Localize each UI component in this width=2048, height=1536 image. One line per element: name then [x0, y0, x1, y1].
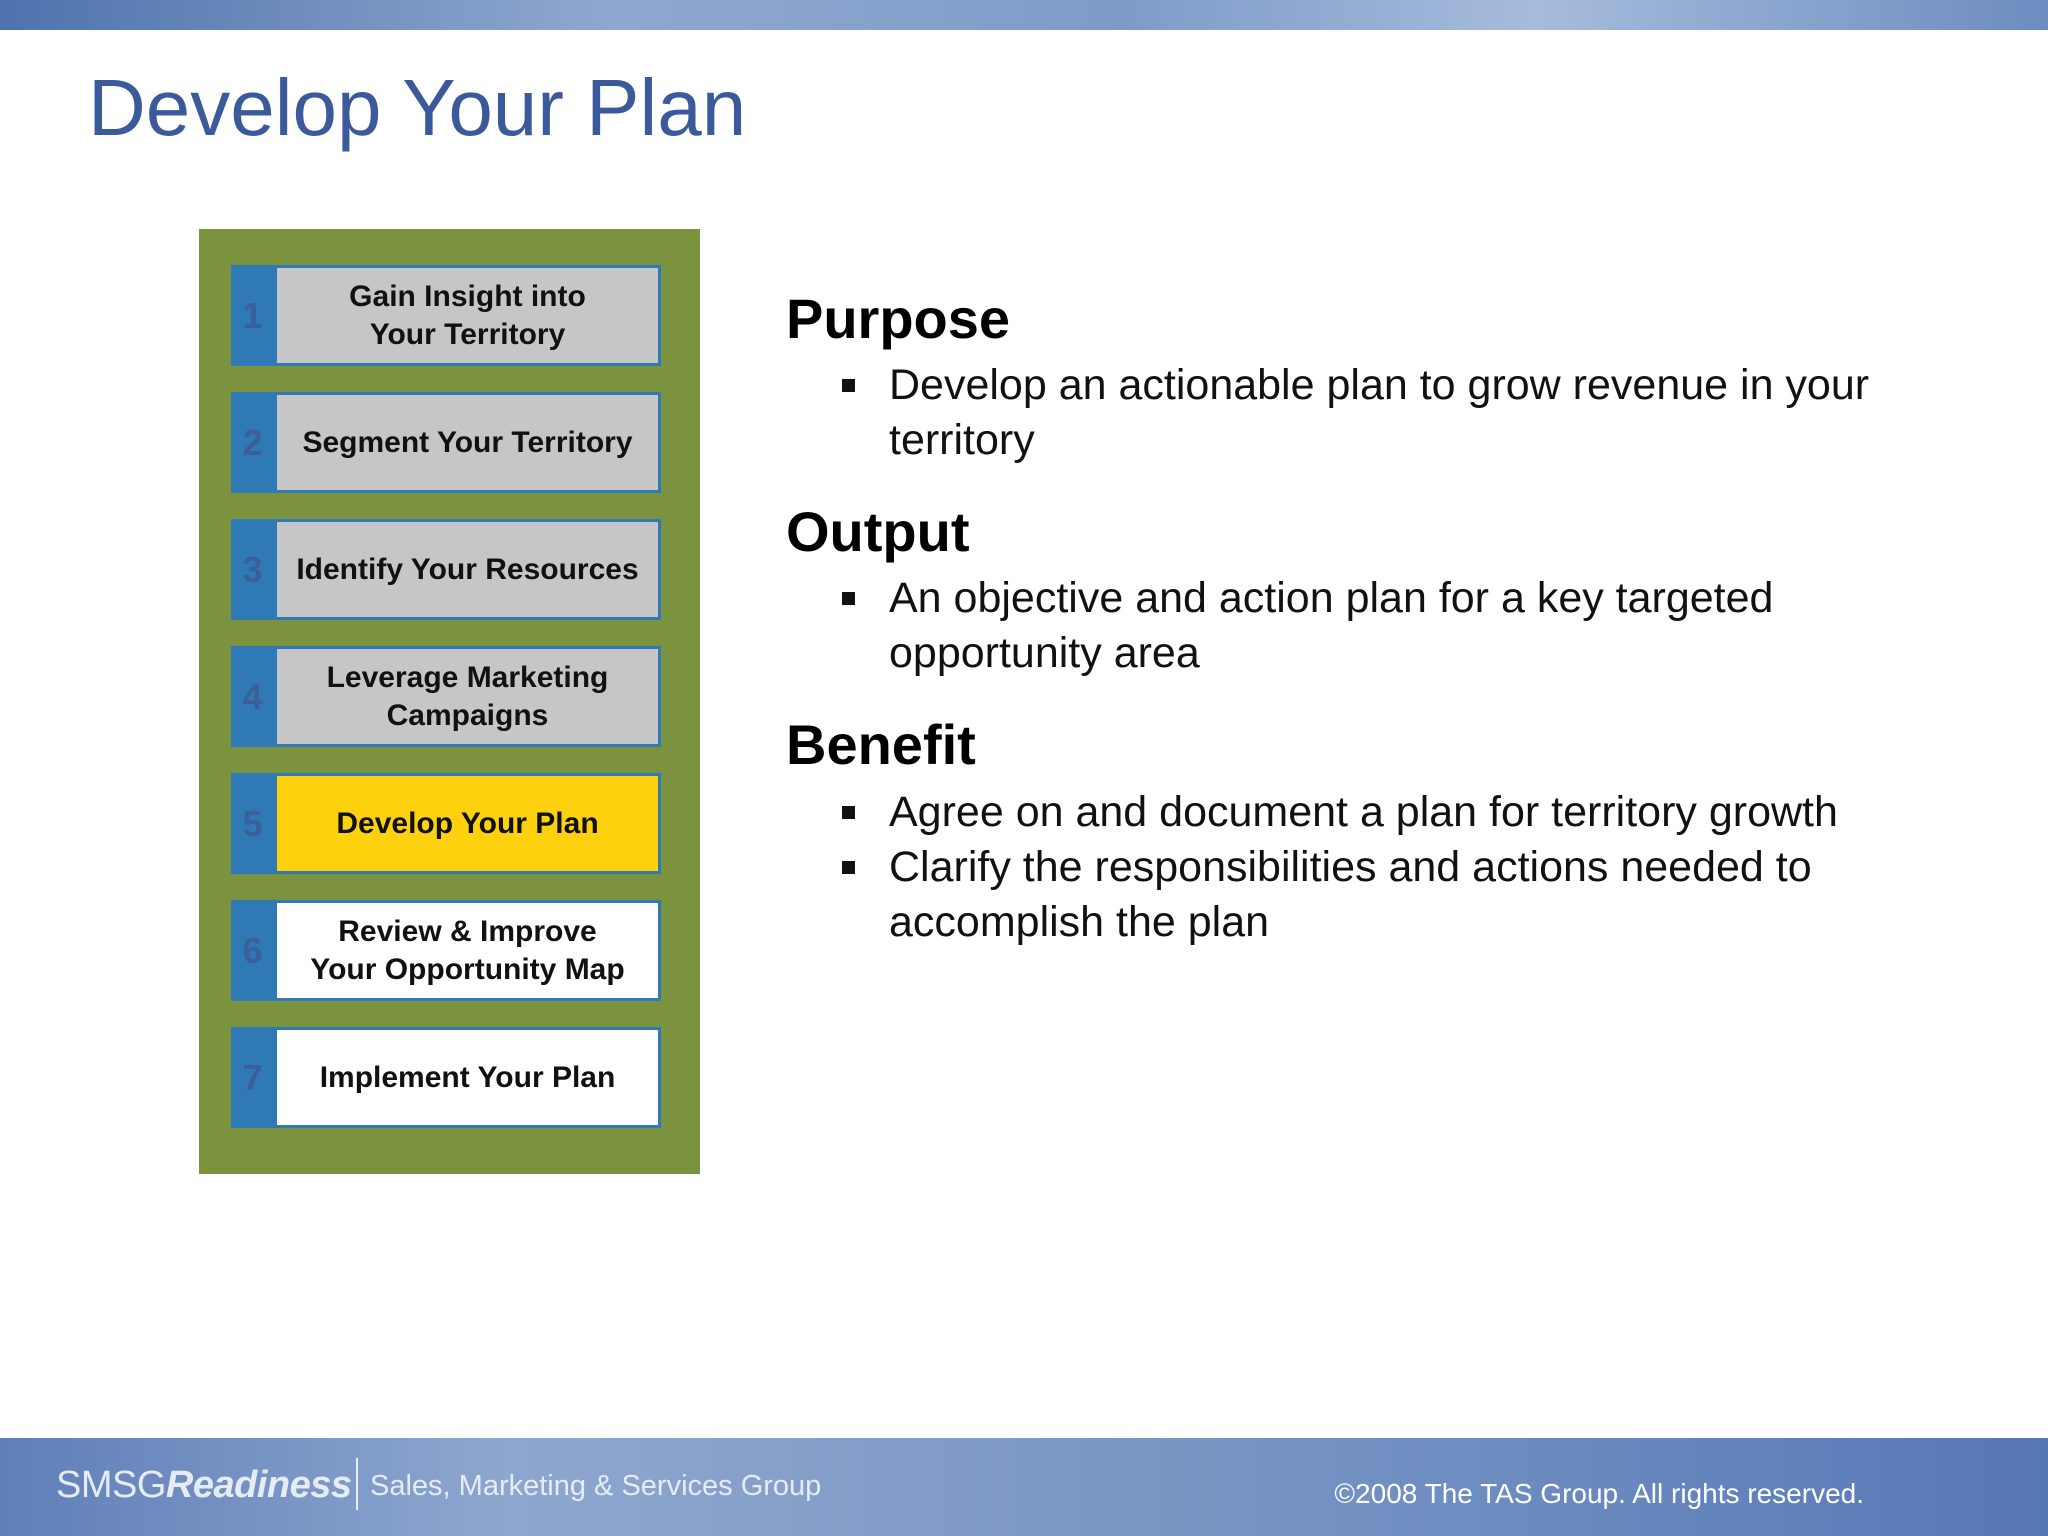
- step-number: 3: [231, 519, 274, 620]
- process-step-7: [231, 1027, 661, 1128]
- process-steps-panel: [199, 229, 700, 1174]
- step-label: Develop Your Plan: [274, 773, 661, 874]
- step-number: 2: [231, 392, 274, 493]
- bullet-item: Agree on and document a plan for territory growth: [786, 785, 1886, 840]
- brand-bold: Readiness: [165, 1464, 352, 1506]
- purpose-bullets: [786, 358, 1886, 468]
- output-heading: Output: [786, 500, 970, 564]
- process-step-4: [231, 646, 661, 747]
- slide-title: Develop Your Plan: [88, 63, 747, 152]
- output-bullets: [786, 571, 1886, 681]
- purpose-heading: Purpose: [786, 287, 1011, 350]
- bullet-item: Clarify the responsibilities and actions needed to accomplish the plan: [786, 840, 1886, 950]
- brand-logo: [56, 1464, 352, 1507]
- slide-content: [786, 285, 1886, 980]
- header-gradient-bar: [0, 0, 2048, 30]
- brand-group-name: Sales, Marketing & Services Group: [370, 1470, 822, 1502]
- step-label: Gain Insight into Your Territory: [274, 265, 661, 366]
- brand-prefix: SMSG: [56, 1464, 166, 1506]
- step-label: Identify Your Resources: [274, 519, 661, 620]
- process-step-5-current: [231, 773, 661, 874]
- step-number: 6: [231, 900, 274, 1001]
- step-label: Segment Your Territory: [274, 392, 661, 493]
- footer-divider: [356, 1458, 358, 1510]
- bullet-item: An objective and action plan for a key targeted opportunity area: [786, 571, 1886, 681]
- benefit-bullets: [786, 785, 1886, 950]
- process-step-2: [231, 392, 661, 493]
- step-number: 5: [231, 773, 274, 874]
- process-step-6: [231, 900, 661, 1001]
- copyright-text: ©2008 The TAS Group. All rights reserved.: [1334, 1478, 1864, 1509]
- step-number: 1: [231, 265, 274, 366]
- process-step-3: [231, 519, 661, 620]
- benefit-heading: Benefit: [786, 713, 976, 777]
- bullet-item: Develop an actionable plan to grow revenue in your territory: [786, 358, 1886, 468]
- process-step-1: [231, 265, 661, 366]
- step-label: Review & Improve Your Opportunity Map: [274, 900, 661, 1001]
- step-number: 4: [231, 646, 274, 747]
- step-number: 7: [231, 1027, 274, 1128]
- step-label: Implement Your Plan: [274, 1027, 661, 1128]
- step-label: Leverage Marketing Campaigns: [274, 646, 661, 747]
- footer-bar: [0, 1438, 2048, 1536]
